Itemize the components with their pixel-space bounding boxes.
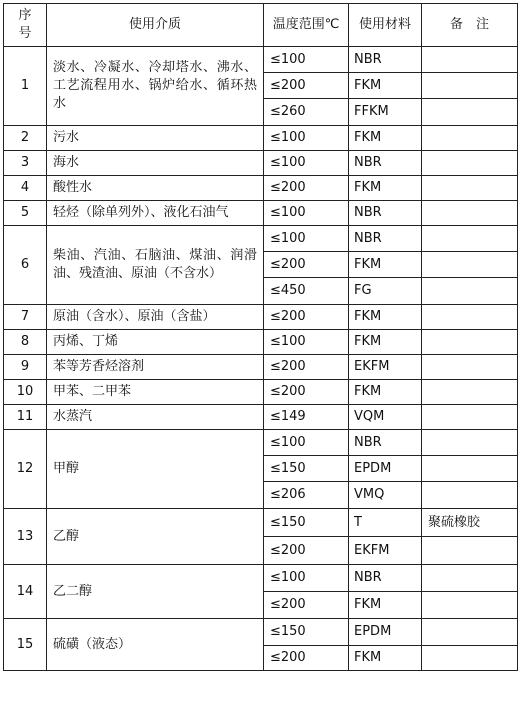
temp-cell: ≤100 — [264, 430, 349, 456]
note-cell — [422, 305, 518, 330]
note-cell — [422, 355, 518, 380]
medium-cell: 甲醇 — [47, 430, 264, 509]
material-cell: FKM — [349, 592, 422, 619]
material-cell: NBR — [349, 201, 422, 226]
note-cell — [422, 456, 518, 482]
table-row — [4, 176, 518, 201]
temp-cell: ≤100 — [264, 565, 349, 592]
seq-cell: 15 — [4, 619, 47, 671]
material-cell: FKM — [349, 73, 422, 99]
material-cell: FKM — [349, 176, 422, 201]
material-cell: FKM — [349, 330, 422, 355]
header-medium: 使用介质 — [47, 4, 264, 47]
material-cell: NBR — [349, 430, 422, 456]
note-cell — [422, 565, 518, 592]
note-cell — [422, 226, 518, 252]
table-row — [4, 201, 518, 226]
temp-cell: ≤206 — [264, 482, 349, 509]
note-cell — [422, 126, 518, 151]
material-cell: NBR — [349, 47, 422, 73]
table-row — [4, 151, 518, 176]
temp-cell: ≤100 — [264, 47, 349, 73]
table-row — [4, 565, 518, 592]
material-cell: FKM — [349, 646, 422, 671]
material-cell: EPDM — [349, 619, 422, 646]
header-temp: 温度范围℃ — [264, 4, 349, 47]
medium-cell: 柴油、汽油、石脑油、煤油、润滑油、残渣油、原油（不含水） — [47, 226, 264, 305]
table-row — [4, 380, 518, 405]
seq-cell: 12 — [4, 430, 47, 509]
temp-cell: ≤200 — [264, 252, 349, 278]
medium-cell: 甲苯、二甲苯 — [47, 380, 264, 405]
temp-cell: ≤100 — [264, 151, 349, 176]
material-cell: FKM — [349, 305, 422, 330]
temp-cell: ≤450 — [264, 278, 349, 305]
material-cell: T — [349, 509, 422, 537]
temp-cell: ≤200 — [264, 646, 349, 671]
table-row — [4, 126, 518, 151]
table-row — [4, 305, 518, 330]
temp-cell: ≤260 — [264, 99, 349, 126]
table-row — [4, 509, 518, 537]
note-cell — [422, 330, 518, 355]
material-cell: EKFM — [349, 537, 422, 565]
medium-cell: 海水 — [47, 151, 264, 176]
note-cell — [422, 47, 518, 73]
note-cell: 聚硫橡胶 — [422, 509, 518, 537]
temp-cell: ≤150 — [264, 456, 349, 482]
note-cell — [422, 482, 518, 509]
seq-cell: 10 — [4, 380, 47, 405]
temp-cell: ≤200 — [264, 305, 349, 330]
temp-cell: ≤100 — [264, 201, 349, 226]
table-row — [4, 330, 518, 355]
temp-cell: ≤200 — [264, 592, 349, 619]
note-cell — [422, 201, 518, 226]
material-cell: VMQ — [349, 482, 422, 509]
seq-cell: 13 — [4, 509, 47, 565]
seq-cell: 11 — [4, 405, 47, 430]
medium-cell: 苯等芳香烃溶剂 — [47, 355, 264, 380]
note-cell — [422, 592, 518, 619]
seq-cell: 4 — [4, 176, 47, 201]
material-cell: EPDM — [349, 456, 422, 482]
table-row — [4, 355, 518, 380]
table-row — [4, 226, 518, 252]
note-cell — [422, 405, 518, 430]
seq-cell: 14 — [4, 565, 47, 619]
header-material: 使用材料 — [349, 4, 422, 47]
note-cell — [422, 99, 518, 126]
seq-cell: 5 — [4, 201, 47, 226]
note-cell — [422, 380, 518, 405]
material-cell: FKM — [349, 126, 422, 151]
note-cell — [422, 151, 518, 176]
temp-cell: ≤100 — [264, 226, 349, 252]
seq-cell: 3 — [4, 151, 47, 176]
medium-cell: 轻烃（除单列外）、液化石油气 — [47, 201, 264, 226]
note-cell — [422, 430, 518, 456]
temp-cell: ≤200 — [264, 176, 349, 201]
note-cell — [422, 176, 518, 201]
table-row — [4, 619, 518, 646]
header-row — [4, 4, 518, 47]
seq-cell: 8 — [4, 330, 47, 355]
temp-cell: ≤200 — [264, 355, 349, 380]
media-material-table — [3, 3, 518, 671]
temp-cell: ≤149 — [264, 405, 349, 430]
medium-cell: 淡水、冷凝水、冷却塔水、沸水、工艺流程用水、锅炉给水、循环热水 — [47, 47, 264, 126]
seq-cell: 7 — [4, 305, 47, 330]
medium-cell: 水蒸汽 — [47, 405, 264, 430]
medium-cell: 污水 — [47, 126, 264, 151]
temp-cell: ≤200 — [264, 380, 349, 405]
material-cell: NBR — [349, 151, 422, 176]
table-row — [4, 405, 518, 430]
note-cell — [422, 278, 518, 305]
material-cell: NBR — [349, 226, 422, 252]
medium-cell: 酸性水 — [47, 176, 264, 201]
temp-cell: ≤100 — [264, 330, 349, 355]
medium-cell: 乙二醇 — [47, 565, 264, 619]
material-cell: FFKM — [349, 99, 422, 126]
note-cell — [422, 537, 518, 565]
material-cell: FKM — [349, 380, 422, 405]
note-cell — [422, 73, 518, 99]
temp-cell: ≤150 — [264, 619, 349, 646]
material-cell: FG — [349, 278, 422, 305]
seq-cell: 6 — [4, 226, 47, 305]
temp-cell: ≤200 — [264, 537, 349, 565]
material-cell: FKM — [349, 252, 422, 278]
temp-cell: ≤150 — [264, 509, 349, 537]
header-seq: 序号 — [4, 4, 47, 47]
medium-cell: 硫磺（液态） — [47, 619, 264, 671]
temp-cell: ≤100 — [264, 126, 349, 151]
medium-cell: 原油（含水）、原油（含盐） — [47, 305, 264, 330]
table-row — [4, 430, 518, 456]
seq-cell: 9 — [4, 355, 47, 380]
medium-cell: 丙烯、丁烯 — [47, 330, 264, 355]
temp-cell: ≤200 — [264, 73, 349, 99]
note-cell — [422, 646, 518, 671]
table-row — [4, 47, 518, 73]
note-cell — [422, 252, 518, 278]
header-note: 备 注 — [422, 4, 518, 47]
seq-cell: 1 — [4, 47, 47, 126]
note-cell — [422, 619, 518, 646]
material-cell: EKFM — [349, 355, 422, 380]
seq-cell: 2 — [4, 126, 47, 151]
material-cell: NBR — [349, 565, 422, 592]
material-cell: VQM — [349, 405, 422, 430]
medium-cell: 乙醇 — [47, 509, 264, 565]
